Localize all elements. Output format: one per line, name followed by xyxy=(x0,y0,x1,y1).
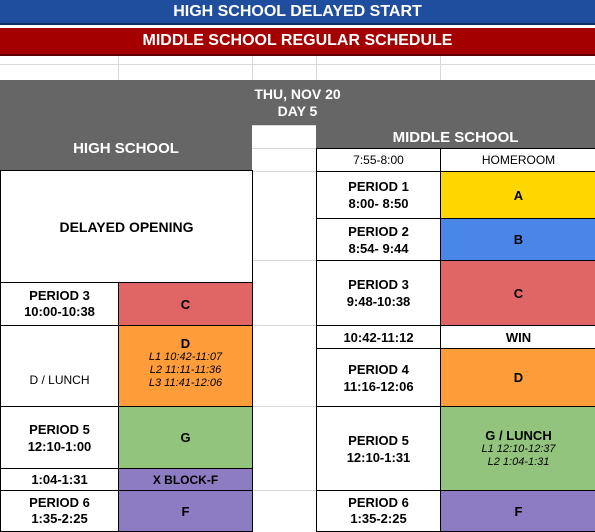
ms-period-2-hours: 8:54- 9:44 xyxy=(348,240,409,256)
ms-period-2-block-label: B xyxy=(513,232,524,247)
ms-period-1-label: PERIOD 1 xyxy=(348,179,409,194)
ms-lunch-1: L1 12:10-12:37 xyxy=(481,443,556,455)
ms-period-3-block xyxy=(440,260,595,326)
hs-period-3-block-label: C xyxy=(180,296,191,312)
delayed-opening-text: DELAYED OPENING xyxy=(59,218,194,235)
gridline xyxy=(252,171,316,172)
ms-homeroom-label: HOMEROOM xyxy=(481,153,556,167)
delayed-opening-cell xyxy=(0,170,253,283)
ms-period-5-block-label: G / LUNCH xyxy=(485,428,552,443)
hs-d-lunch-label: D / LUNCH xyxy=(29,373,90,387)
hs-period-6-block xyxy=(118,490,253,532)
hs-period-5-block xyxy=(118,406,253,469)
hs-lunch-3: L3 11:41-12:06 xyxy=(148,377,223,389)
ms-period-1-time xyxy=(316,171,441,219)
ms-period-6-time xyxy=(316,490,441,532)
ms-homeroom-block xyxy=(440,148,595,172)
gridline xyxy=(252,148,316,149)
ms-period-5-block xyxy=(440,406,595,491)
ms-period-5-time xyxy=(316,406,441,491)
hs-period-3-block xyxy=(118,282,253,326)
gridline xyxy=(252,406,316,407)
banner-high-school xyxy=(0,0,595,25)
ms-period-4-block-label: D xyxy=(513,370,524,385)
ms-homeroom-time xyxy=(316,148,441,172)
middle-school-heading xyxy=(316,125,595,149)
hs-period-6-time xyxy=(0,490,119,532)
hs-period-3-time xyxy=(0,282,119,326)
ms-period-1-hours: 8:00- 8:50 xyxy=(348,196,409,211)
ms-lunch-2: L2 1:04-1:31 xyxy=(487,456,550,468)
ms-period-1-block-label: A xyxy=(513,187,524,203)
gridline xyxy=(252,490,316,491)
hs-period-6-label: PERIOD 6 xyxy=(29,495,90,510)
hs-period-5-block-label: G xyxy=(180,430,191,445)
banner-middle-school xyxy=(0,28,595,56)
banner-middle-school-text: MIDDLE SCHOOL REGULAR SCHEDULE xyxy=(142,32,453,49)
hs-d-lunch-time xyxy=(0,325,119,407)
hs-d-block-label: D xyxy=(180,336,191,351)
ms-period-1-block xyxy=(440,171,595,219)
middle-school-heading-text: MIDDLE SCHOOL xyxy=(392,128,519,146)
ms-period-4-time xyxy=(316,348,441,407)
banner-high-school-text: HIGH SCHOOL DELAYED START xyxy=(173,2,422,20)
gridline xyxy=(440,55,441,80)
date-header xyxy=(0,80,595,125)
hs-period-6-hours: 1:35-2:25 xyxy=(31,511,88,526)
gridline xyxy=(252,325,316,326)
ms-win-hours: 10:42-11:12 xyxy=(343,329,414,345)
ms-homeroom-hours: 7:55-8:00 xyxy=(353,153,404,167)
ms-period-2-block xyxy=(440,218,595,261)
ms-period-2-time xyxy=(316,218,441,261)
ms-period-5-hours: 12:10-1:31 xyxy=(346,449,411,465)
ms-period-4-label: PERIOD 4 xyxy=(348,361,409,377)
hs-x-block-time xyxy=(0,468,119,491)
ms-period-2-label: PERIOD 2 xyxy=(348,223,409,239)
ms-period-3-block-label: C xyxy=(513,285,524,301)
ms-period-6-block xyxy=(440,490,595,532)
ms-win-block xyxy=(440,325,595,349)
hs-x-block-label: X BLOCK-F xyxy=(152,472,219,487)
gridline xyxy=(316,55,317,80)
ms-win-label: WIN xyxy=(505,329,532,345)
hs-d-lunch-block xyxy=(118,325,253,407)
ms-period-6-block-label: F xyxy=(514,503,523,519)
ms-period-6-label: PERIOD 6 xyxy=(348,495,409,510)
hs-period-5-hours: 12:10-1:00 xyxy=(27,438,92,454)
ms-period-3-label: PERIOD 3 xyxy=(348,277,409,292)
day-text: DAY 5 xyxy=(277,102,318,119)
hs-period-3-label: PERIOD 3 xyxy=(29,288,90,303)
ms-period-3-time xyxy=(316,260,441,326)
hs-lunch-2: L2 11:11-11:36 xyxy=(149,364,222,376)
gridline xyxy=(118,55,119,80)
gridline xyxy=(252,125,316,126)
hs-x-block-block xyxy=(118,468,253,491)
hs-period-5-label: PERIOD 5 xyxy=(29,421,90,437)
ms-period-5-label: PERIOD 5 xyxy=(348,432,409,448)
hs-period-5-time xyxy=(0,406,119,469)
hs-period-6-block-label: F xyxy=(181,503,190,519)
ms-period-6-hours: 1:35-2:25 xyxy=(350,511,407,526)
ms-period-3-hours: 9:48-10:38 xyxy=(346,294,411,309)
ms-period-4-block xyxy=(440,348,595,407)
ms-period-4-hours: 11:16-12:06 xyxy=(343,378,414,394)
gridline xyxy=(252,55,253,80)
gridline xyxy=(0,64,595,65)
ms-win-time xyxy=(316,325,441,349)
high-school-heading-text: HIGH SCHOOL xyxy=(73,139,179,157)
hs-lunch-1: L1 10:42-11:07 xyxy=(148,351,223,363)
gridline xyxy=(252,260,316,261)
high-school-heading xyxy=(0,125,252,171)
hs-period-3-hours: 10:00-10:38 xyxy=(24,304,95,319)
date-text: THU, NOV 20 xyxy=(254,85,341,102)
hs-x-block-hours: 1:04-1:31 xyxy=(31,472,88,487)
